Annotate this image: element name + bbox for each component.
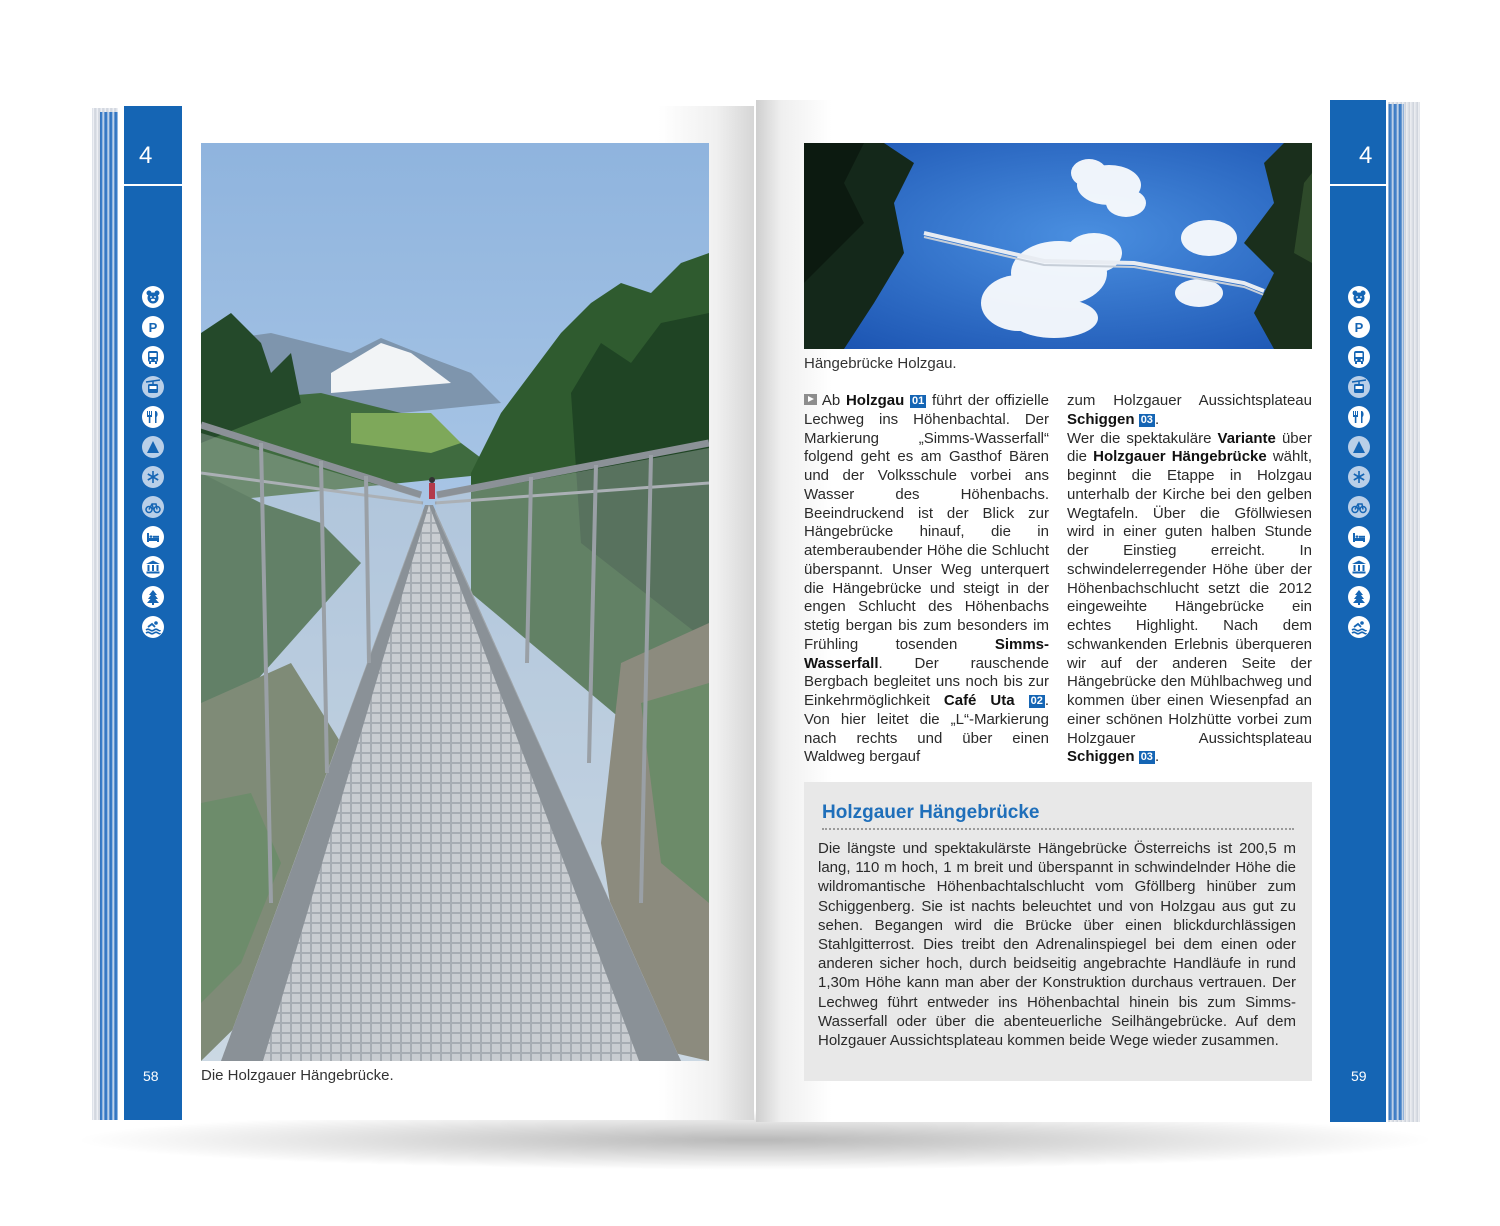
- snowflake-icon: [1348, 466, 1370, 488]
- snowflake-icon: [142, 466, 164, 488]
- chapter-divider-right: [1330, 184, 1386, 186]
- right-photo-caption: Hängebrücke Holzgau.: [804, 355, 957, 372]
- museum-icon: [142, 556, 164, 578]
- museum-icon: [1348, 556, 1370, 578]
- page-number-left: 58: [143, 1068, 159, 1084]
- bed-icon: [1348, 526, 1370, 548]
- tree-icon: [142, 586, 164, 608]
- bear-icon: [1348, 286, 1370, 308]
- bear-icon: [142, 286, 164, 308]
- mountain-hut-icon: [1348, 436, 1370, 458]
- bicycle-icon: [142, 496, 164, 518]
- waypoint-badge: 02: [1030, 695, 1043, 707]
- cable-car-icon: [1348, 376, 1370, 398]
- bridge-sky-photo: [804, 143, 1312, 349]
- parking-icon: [142, 316, 164, 338]
- parking-icon: [1348, 316, 1370, 338]
- chapter-divider-left: [124, 184, 182, 186]
- text-run: .: [1154, 410, 1160, 428]
- chapter-number-right: 4: [1359, 142, 1373, 169]
- info-box-body: Die längste und spektakulärste Hängebrücke Österreichs ist 200,5 m lang, 110 m hoch, 1 m breit und überspannt in schwindelnder Höhe die wildromantische Höhenbachtalschlucht vom Gföllberg hinüber zum Schiggenberg. Sie ist nachts beleuchtet und von Holzgau aus gut zu sehen. Begangen wird die Brücke über einen blickdurchlässigen Stahlgitterrost. Dies treibt den Adrenalinspiegel bei dem einen oder anderen sicher hoch, durch beidseitig angebrachte Handläufe in rund 1,30m Höhe kann man aber der Konstruktion durchaus vertrauen. Der Lechweg führt entweder ins Höhenbachtal hinein bis zum Simms-Wasserfall oder über die abenteuerliche Seilhängebrücke. Auf dem Holzgauer Aussichtsplateau kommen beide Wege wieder zusammen.: [818, 840, 1296, 1050]
- place-schiggen: Schiggen: [1067, 410, 1135, 428]
- tab-edges-left: [100, 112, 120, 1120]
- bus-icon: [1348, 346, 1370, 368]
- place-holzgau: Holzgau: [845, 392, 905, 409]
- text-run: wählt, beginnt die Etappe in Holzgau unterhalb der Kirche bei den gelben Wegtafeln. Über die Gföllwiesen wird in einer guten halben Stunde der Einstieg erreicht. In schwindelerregender Höhe über der Höhenbachschlucht setzt die 2012 eingeweihte Hängebrücke ein echtes Highlight. Nach dem schwankenden Erlebnis überqueren wir auf der anderen Seite der Hängebrücke den Mühlbachweg und kommen über einen Wiesenpfad an einer schönen Holzhütte vorbei zum Holzgauer Aussichtsplateau: [1067, 448, 1312, 747]
- text-run: . Der rauschende Bergbach begleitet uns noch bis zur Einkehrmöglichkeit: [804, 654, 1049, 709]
- info-box-title: Holzgauer Hängebrücke: [822, 802, 1040, 823]
- swimming-icon: [142, 616, 164, 638]
- place-simms-wasserfall: Simms-Wasserfall: [804, 635, 1049, 672]
- text-run: führt der offizielle Lechweg ins Höhenbachtal. Der Markierung „Simms-Wasserfall“ folgend geht es am Gasthof Bären und der Volksschule vorbei ans Wasser des Höhenbachs. Beeindruckend ist der Blick zur Hängebrücke hinauf, die in atemberaubender Höhe die Schlucht überspannt. Unser Weg unterquert die Hängebrücke und steigt in der engen Schlucht des Höhenbachs stetig bergan bis zum besonders im Frühling tosenden: [804, 392, 1050, 653]
- place-holzgauer-haengebruecke: Holzgauer Hängebrücke: [1093, 448, 1267, 466]
- route-text-column-2: [1067, 392, 1312, 767]
- route-text-column-1: [804, 392, 1049, 767]
- waypoint-badge: 01: [912, 395, 925, 407]
- bicycle-icon: [1348, 496, 1370, 518]
- page-number-right: 59: [1351, 1068, 1367, 1084]
- text-run: Ab: [821, 392, 846, 409]
- text-run: über die: [1067, 429, 1312, 466]
- icon-column-right: [1348, 286, 1370, 638]
- bus-icon: [142, 346, 164, 368]
- place-schiggen: Schiggen: [1067, 748, 1135, 766]
- bed-icon: [142, 526, 164, 548]
- chapter-number-left: 4: [139, 142, 153, 169]
- waypoint-badge: 03: [1140, 413, 1153, 426]
- bridge-photo: [201, 143, 709, 1061]
- info-box-divider: [822, 828, 1294, 830]
- text-run: .: [1154, 748, 1160, 766]
- text-run: Wer die spektakuläre: [1067, 429, 1218, 447]
- route-arrow-icon: [804, 394, 817, 405]
- place-cafe-uta: Café Uta: [943, 692, 1015, 709]
- info-box: [804, 782, 1312, 1081]
- mountain-hut-icon: [142, 436, 164, 458]
- swimming-icon: [1348, 616, 1370, 638]
- variant-label: Variante: [1217, 429, 1276, 447]
- waypoint-badge: 03: [1140, 751, 1153, 764]
- tree-icon: [1348, 586, 1370, 608]
- restaurant-icon: [142, 406, 164, 428]
- text-run: . Von hier leitet die „L“-Markierung nach rechts und über einen Waldweg bergauf: [804, 692, 1049, 766]
- svg-text:P: P: [1354, 320, 1364, 335]
- text-run: zum Holzgauer Aussichtsplateau: [1067, 392, 1312, 409]
- left-photo-caption: Die Holzgauer Hängebrücke.: [201, 1067, 394, 1084]
- tab-edges-right: [1386, 104, 1404, 1120]
- icon-column-left: [142, 286, 164, 638]
- svg-text:P: P: [148, 320, 158, 335]
- cable-car-icon: [142, 376, 164, 398]
- restaurant-icon: [1348, 406, 1370, 428]
